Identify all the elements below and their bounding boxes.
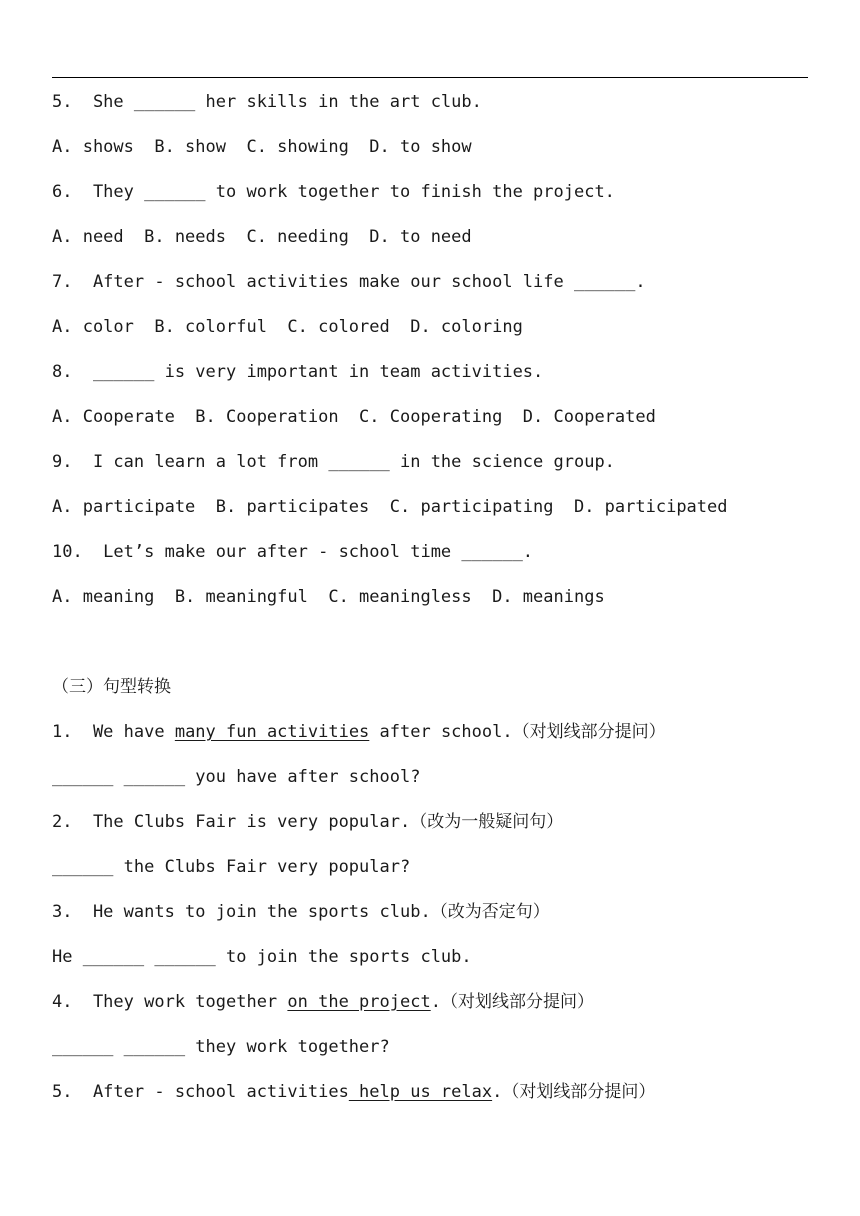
- question-instruction: after school.（对划线部分提问）: [369, 722, 666, 742]
- question-instruction: .（对划线部分提问）: [430, 992, 594, 1012]
- question-instruction: .（对划线部分提问）: [492, 1082, 656, 1102]
- mc-options-6: A. need B. needs C. needing D. to need: [52, 227, 472, 247]
- answer-line-1: ______ ______ you have after school?: [52, 767, 421, 787]
- header-rule: [52, 77, 808, 78]
- transform-question-5: [52, 1082, 655, 1102]
- underlined-part: help us relax: [348, 1082, 493, 1102]
- underlined-part: many fun activities: [174, 722, 370, 742]
- mc-options-5: A. shows B. show C. showing D. to show: [52, 137, 472, 157]
- mc-options-9: A. participate B. participates C. participating D. participated: [52, 497, 728, 517]
- mc-question-6: 6. They ______ to work together to finish the project.: [52, 182, 615, 202]
- answer-line-2: ______ the Clubs Fair very popular?: [52, 857, 411, 877]
- answer-line-4: ______ ______ they work together?: [52, 1037, 390, 1057]
- underlined-part: on the project: [287, 992, 431, 1012]
- mc-question-8: 8. ______ is very important in team activities.: [52, 362, 544, 382]
- transform-question-1: [52, 722, 666, 742]
- transform-question-2: 2. The Clubs Fair is very popular.（改为一般疑问句）: [52, 812, 564, 832]
- mc-question-10: 10. Let’s make our after - school time ______.: [52, 542, 534, 562]
- mc-options-7: A. color B. colorful C. colored D. coloring: [52, 317, 523, 337]
- question-text: 1. We have: [52, 722, 175, 742]
- question-text: 5. After - school activities: [52, 1082, 349, 1102]
- question-text: 4. They work together: [52, 992, 288, 1012]
- mc-options-8: A. Cooperate B. Cooperation C. Cooperating D. Cooperated: [52, 407, 656, 427]
- mc-options-10: A. meaning B. meaningful C. meaningless D. meanings: [52, 587, 605, 607]
- mc-question-9: 9. I can learn a lot from ______ in the science group.: [52, 452, 615, 472]
- section-title: （三）句型转换: [52, 677, 171, 697]
- answer-line-3: He ______ ______ to join the sports club.: [52, 947, 472, 967]
- transform-question-4: [52, 992, 594, 1012]
- transform-question-3: 3. He wants to join the sports club.（改为否定句）: [52, 902, 550, 922]
- mc-question-7: 7. After - school activities make our school life ______.: [52, 272, 646, 292]
- mc-question-5: 5. She ______ her skills in the art club.: [52, 92, 482, 112]
